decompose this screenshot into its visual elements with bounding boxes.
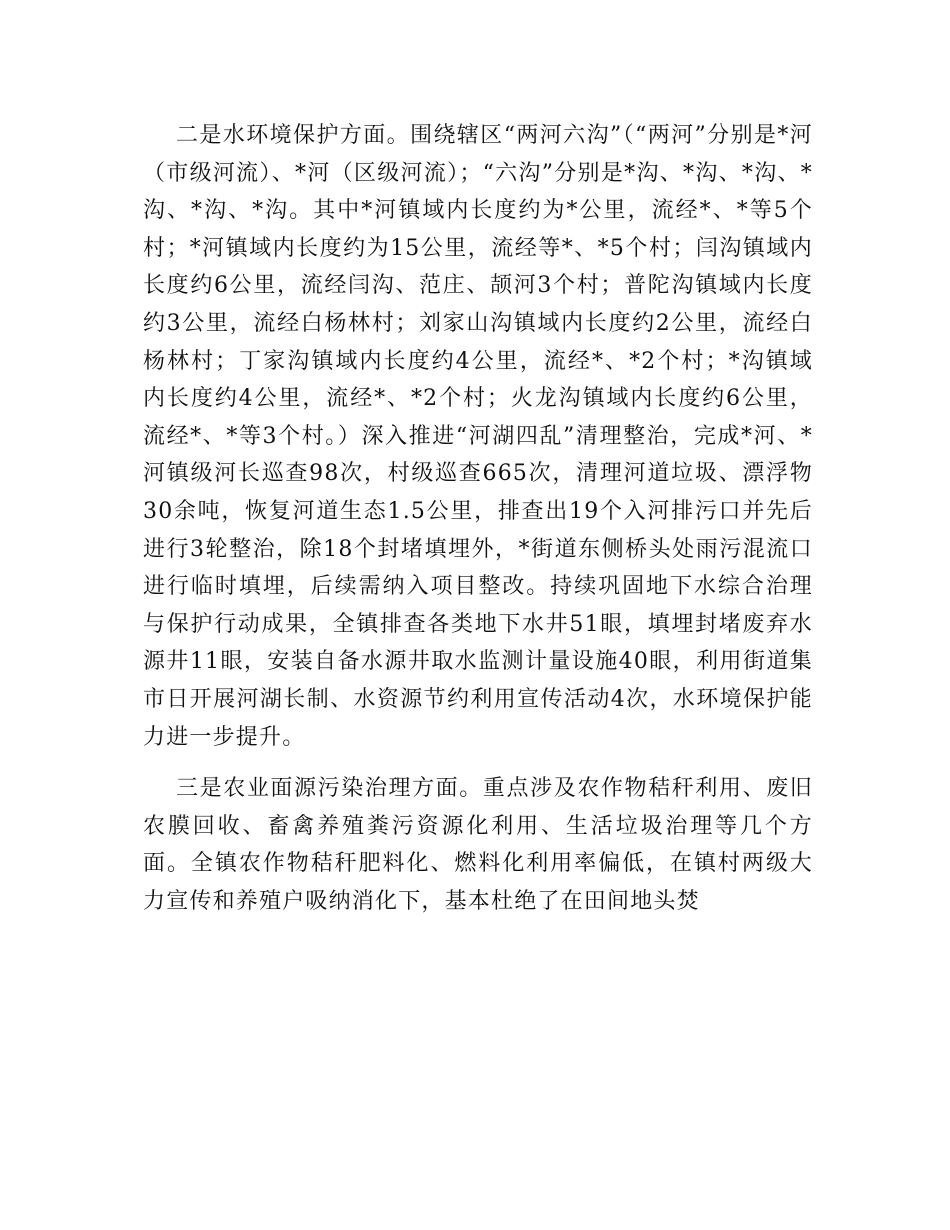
- document-body: [143, 117, 813, 934]
- paragraph-water-environment: 二是水环境保护方面。围绕辖区“两河六沟”（“两河”分别是*河（市级河流）、*河（区级河流）；“六沟”分别是*沟、*沟、*沟、*沟、*沟、*沟。其中*河镇域内长度约为*公里，流经*、*等5个村；*河镇域内长度约为15公里，流经等*、*5个村；闫沟镇域内长度约6公里，流经闫沟、范庄、颉河3个村；普陀沟镇域内长度约3公里，流经白杨林村；刘家山沟镇域内长度约2公里，流经白杨林村；丁家沟镇域内长度约4公里，流经*、*2个村；*沟镇域内长度约4公里，流经*、*2个村；火龙沟镇域内长度约6公里，流经*、*等3个村。）深入推进“河湖四乱”清理整治，完成*河、*河镇级河长巡查98次，村级巡查665次，清理河道垃圾、漂浮物30余吨，恢复河道生态1.5公里，排查出19个入河排污口并先后进行3轮整治，除18个封堵填埋外，*街道东侧桥头处雨污混流口进行临时填埋，后续需纳入项目整改。持续巩固地下水综合治理与保护行动成果，全镇排查各类地下水井51眼，填埋封堵废弃水源井11眼，安装自备水源井取水监测计量设施40眼，利用街道集市日开展河湖长制、水资源节约利用宣传活动4次，水环境保护能力进一步提升。: [143, 123, 813, 750]
- paragraph-agricultural-pollution: 三是农业面源污染治理方面。重点涉及农作物秸秆利用、废旧农膜回收、畜禽养殖粪污资源化利用、生活垃圾治理等几个方面。全镇农作物秸秆肥料化、燃料化利用率偏低，在镇村两级大力宣传和养殖户吸纳消化下，基本杜绝了在田间地头焚: [143, 776, 813, 914]
